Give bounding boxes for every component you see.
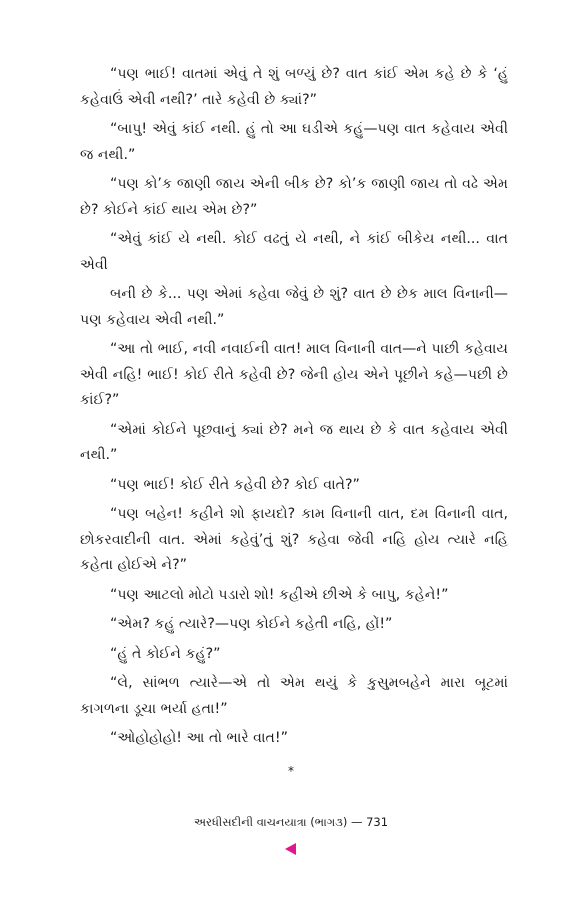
paragraph: “લે, સાંભળ ત્યારે—એ તો એમ થયું કે કુસુમબહેને મારા બૂટમાં કાગળના ડૂચા ભર્યા હતા!” (80, 675, 508, 717)
body-text (80, 62, 508, 756)
paragraph: બની છે કે... પણ એમાં કહેવા જેવું છે શું? વાત છે છેક માલ વિનાની—પણ કહેવાય એવી નથી.” (80, 286, 508, 328)
prev-page-triangle-icon[interactable] (285, 843, 296, 855)
paragraph: “પણ બહેન! કહીને શો ફાયદો? કામ વિનાની વાત, દમ વિનાની વાત, છોકરવાદીની વાત. એમાં કહેવું’તું શું? કહેવા જેવી નહિ હોય ત્યારે નહિ કહેતા હોઈએ ને?” (80, 506, 508, 573)
paragraph: “પણ કો’ક જાણી જાય એની બીક છે? કો’ક જાણી જાય તો વઢે એમ છે? કોઈને કાંઈ થાય એમ છે?” (80, 176, 508, 218)
paragraph: “હું તે કોઈને કહું?” (110, 645, 221, 662)
paragraph: “આ તો ભાઈ, નવી નવાઈની વાત! માલ વિનાની વાત—ને પાછી કહેવાય એવી નહિ! ભાઈ! કોઈ રીતે કહેવી છે? જેની હોય એને પૂછીને કહે—પછી છે કાંઈ?” (80, 341, 508, 408)
paragraph: “પણ ભાઈ! વાતમાં એવું તે શું બળ્યું છે? વાત કાંઈ એમ કહે છે કે ‘હું કહેવાઉં એવી નથી?’ તારે કહેવી છે ક્યાં?” (80, 66, 508, 108)
paragraph: “એવું કાંઈ યે નથી. કોઈ વઢતું યે નથી, ને કાંઈ બીકેય નથી... વાત એવી (80, 231, 508, 273)
paragraph: “એમાં કોઈને પૂછવાનું ક્યાં છે? મને જ થાય છે કે વાત કહેવાય એવી નથી.” (80, 421, 508, 463)
paragraph: “એમ? કહું ત્યારે?—પણ કોઈને કહેતી નહિ, હોં!” (110, 616, 393, 632)
paragraph: “પણ આટલો મોટો પડારો શો! કહીએ છીએ કે બાપુ, કહેને!” (110, 586, 449, 603)
end-mark: * (288, 764, 294, 778)
paragraph: “ઓહોહોહો! આ તો ભારે વાત!” (110, 730, 288, 746)
page-footer: અરધીસદીની વાચનયાત્રા (ભાગ૩) — 731 (193, 815, 389, 829)
paragraph: “બાપુ! એવું કાંઈ નથી. હું તો આ ઘડીએ કહું—પણ વાત કહેવાય એવી જ નથી.” (80, 121, 508, 163)
paragraph: “પણ ભાઈ! કોઈ રીતે કહેવી છે? કોઈ વાતે?” (110, 476, 360, 493)
